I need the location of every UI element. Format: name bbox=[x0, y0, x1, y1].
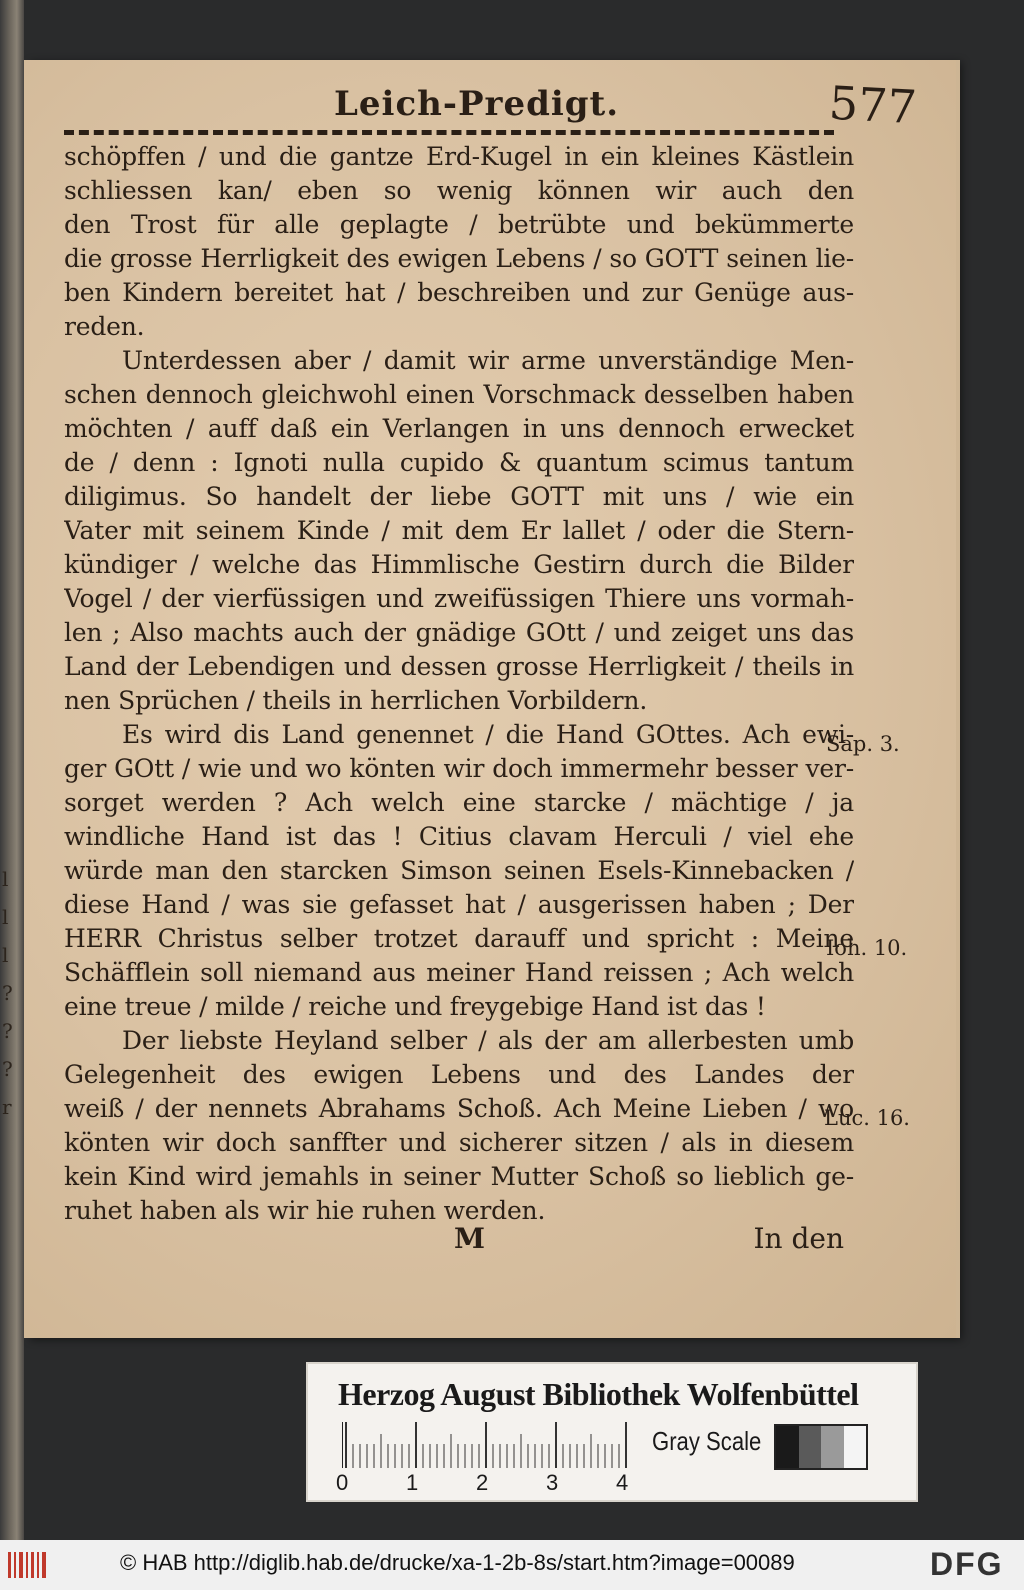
text-line: ruhet haben als wir hie ruhen werden. bbox=[64, 1196, 546, 1225]
margin-note-joh: Ioh. 10. bbox=[826, 936, 908, 960]
text-line: reden. bbox=[64, 312, 145, 341]
text-line: Es wird dis Land genennet / die Hand GOttes. Ach ewi- bbox=[122, 720, 854, 749]
body-text bbox=[64, 140, 854, 1228]
gray-swatch-black bbox=[776, 1426, 799, 1468]
header-rule bbox=[64, 130, 834, 135]
fragment-1: l bbox=[2, 867, 9, 891]
text-line: nen Sprüchen / theils in herrlichen Vorbildern. bbox=[64, 686, 648, 715]
text-line: diligimus. So handelt der liebe GOTT mit uns / wie ein bbox=[64, 482, 854, 511]
footer-bar bbox=[0, 1540, 1024, 1590]
text-line: Schäfflein soll niemand aus meiner Hand reissen ; Ach welch bbox=[64, 958, 854, 987]
text-line: würde man den starcken Simson seinen Esels-Kinnebacken / bbox=[64, 856, 854, 885]
text-line: kein Kind wird jemahls in seiner Mutter Schoß so lieblich ge- bbox=[64, 1162, 854, 1191]
text-line: Gelegenheit des ewigen Lebens und des Landes der bbox=[64, 1060, 854, 1089]
text-line: sorget werden ? Ach welch eine starcke / mächtige / ja bbox=[64, 788, 854, 817]
text-line: den Trost für alle geplagte / betrübte und bekümmerte bbox=[64, 210, 854, 239]
text-line: kündiger / welche das Himmlische Gestirn durch die Bilder bbox=[64, 550, 854, 579]
gray-swatch-mid bbox=[821, 1426, 844, 1468]
gray-swatch-dark bbox=[799, 1426, 822, 1468]
text-line: Unterdessen aber / damit wir arme unverständige Men- bbox=[122, 346, 854, 375]
adjacent-page-edge bbox=[0, 0, 24, 1540]
page-header bbox=[64, 80, 834, 132]
text-line: schen dennoch gleichwohl einen Vorschmack desselben haben bbox=[64, 380, 854, 409]
text-line: de / denn : Ignoti nulla cupido & quantum scimus tantum bbox=[64, 448, 854, 477]
fragment-5: ? bbox=[2, 1019, 13, 1043]
footer-url[interactable]: © HAB http://diglib.hab.de/drucke/xa-1-2b-8s/start.htm?image=00089 bbox=[120, 1550, 795, 1575]
text-line: Vater mit seinem Kinde / mit dem Er lallet / oder die Stern- bbox=[64, 516, 854, 545]
grayscale-bar bbox=[774, 1424, 868, 1470]
fragment-7: r bbox=[2, 1095, 12, 1119]
text-line: windliche Hand ist das ! Citius clavam Herculi / viel ehe bbox=[64, 822, 854, 851]
fragment-6: ? bbox=[2, 1057, 13, 1081]
text-line: Vogel / der vierfüssigen und zweifüssigen Thiere uns vormah- bbox=[64, 584, 854, 613]
hab-barcode-icon bbox=[8, 1550, 48, 1580]
dfg-logo: DFG bbox=[930, 1546, 1004, 1582]
text-line: möchten / auff daß ein Verlangen in uns dennoch erwecket bbox=[64, 414, 854, 443]
text-line: HERR Christus selber trotzet darauff und spricht : Meine bbox=[64, 924, 854, 953]
text-line: ben Kindern bereitet hat / beschreiben und zur Genüge aus- bbox=[64, 278, 854, 307]
margin-note-luc: Luc. 16. bbox=[824, 1106, 910, 1130]
text-line: eine treue / milde / reiche und freygebige Hand ist das ! bbox=[64, 992, 766, 1021]
book-page bbox=[24, 60, 956, 1338]
signature-mark: M bbox=[454, 1222, 485, 1255]
text-line: Land der Lebendigen und dessen grosse Herrligkeit / theils in bbox=[64, 652, 854, 681]
text-line: Der liebste Heyland selber / als der am allerbesten umb bbox=[122, 1026, 854, 1055]
ruler-label-0: 0 bbox=[336, 1470, 349, 1495]
ruler-scale bbox=[342, 1422, 642, 1468]
text-line: len ; Also machts auch der gnädige GOtt / und zeiget uns das bbox=[64, 618, 854, 647]
margin-note-sap: Sap. 3. bbox=[826, 732, 900, 756]
text-line: schliessen kan/ eben so wenig können wir auch den bbox=[64, 176, 854, 205]
grayscale-label: Gray Scale bbox=[652, 1426, 762, 1456]
page-foot bbox=[64, 1222, 854, 1262]
library-color-card bbox=[306, 1362, 918, 1502]
catchword: In den bbox=[753, 1222, 844, 1255]
text-line: weiß / der nennets Abrahams Schoß. Ach Meine Lieben / wo bbox=[64, 1094, 854, 1123]
ruler-label-2: 2 bbox=[476, 1470, 489, 1495]
fragment-3: l bbox=[2, 943, 9, 967]
page-number: 577 bbox=[827, 75, 919, 135]
running-title: Leich-Predigt. bbox=[334, 84, 620, 124]
ruler-labels bbox=[336, 1470, 636, 1496]
gray-swatch-white bbox=[844, 1426, 867, 1468]
text-line: ger GOtt / wie und wo könten wir doch immermehr besser ver- bbox=[64, 754, 854, 783]
adjacent-page-fragments bbox=[2, 860, 16, 1126]
ruler-label-4: 4 bbox=[616, 1470, 629, 1495]
text-line: schöpffen / und die gantze Erd-Kugel in ein kleines Kästlein bbox=[64, 142, 854, 171]
ruler-label-3: 3 bbox=[546, 1470, 559, 1495]
text-line: könten wir doch sanffter und sicherer sitzen / als in diesem bbox=[64, 1128, 854, 1157]
fragment-4: ? bbox=[2, 981, 13, 1005]
ruler-label-1: 1 bbox=[406, 1470, 419, 1495]
text-line: die grosse Herrligkeit des ewigen Lebens / so GOTT seinen lie- bbox=[64, 244, 854, 273]
fragment-2: l bbox=[2, 905, 9, 929]
text-line: diese Hand / was sie gefasset hat / ausgerissen haben ; Der bbox=[64, 890, 854, 919]
library-name: Herzog August Bibliothek Wolfenbüttel bbox=[338, 1376, 859, 1412]
